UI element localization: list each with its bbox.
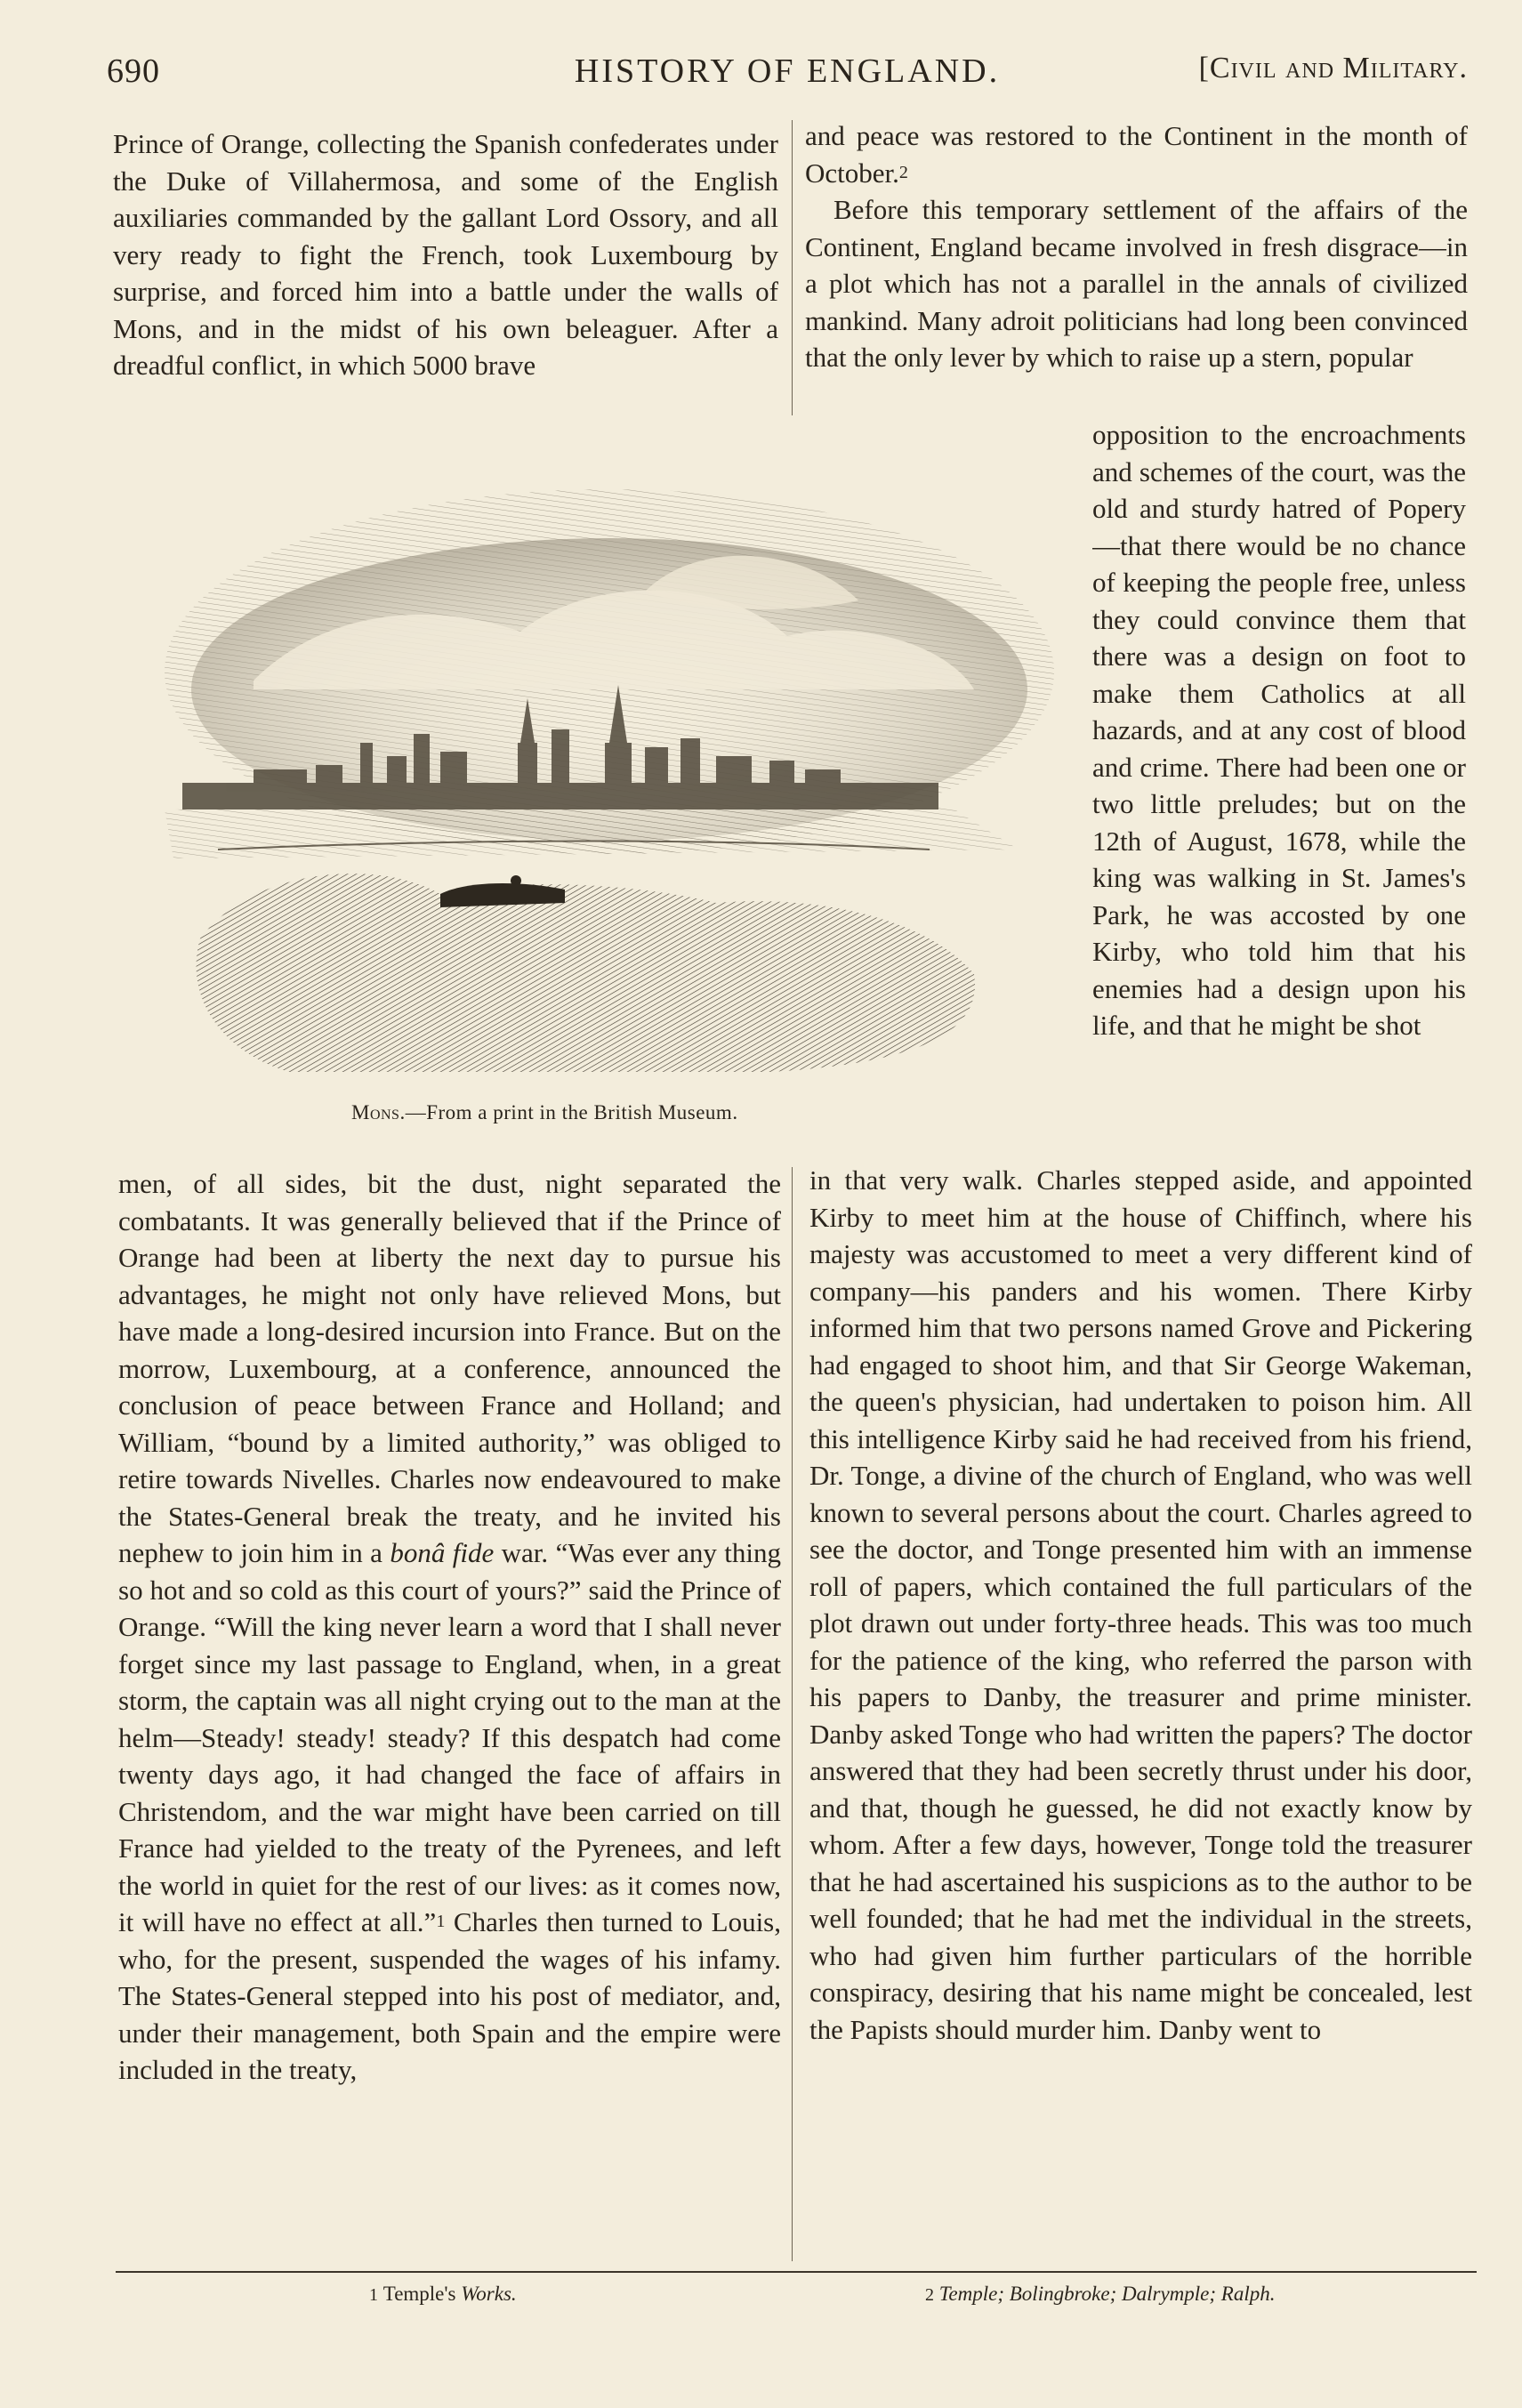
column-divider xyxy=(792,120,793,415)
paragraph: in that very walk. Charles stepped aside, and appointed Kirby to meet him at the house of Chiffinch, where his majesty was accustomed to meet a very different kind of company—his panders and his women. There Kirby informed him that two persons named Grove and Pickering had engaged to shoot him, and that Sir George Wakeman, the queen's physician, had undertaken to poison him. All this intelligence Kirby said he had received from his friend, Dr. Tonge, a divine of the church of England, who was well known to several persons about the court. Charles agreed to see the doctor, and Tonge presented him with an immense roll of papers, which contained the full particulars of the plot drawn out under forty-three heads. This was too much for the patience of the king, who referred the parson with his papers to Danby, the treasurer and prime minister. Danby asked Tonge who had written the papers? The doctor answered that they had been secretly thrust under his door, and that, though he guessed, he did not exactly know by whom. After a few days, however, Tonge told the treasurer that he had ascertained his suspicions as to the author to be well founded; that he had met the individual in the streets, who had given him further particulars of the horrible conspiracy, desiring that his name might be concealed, lest the Papists should murder him. Danby went to xyxy=(809,1164,1472,2045)
footnote-1: 1 Temple's Works. xyxy=(369,2283,517,2305)
top-right-column xyxy=(805,117,1468,420)
paragraph: Prince of Orange, collecting the Spanish confederates under the Duke of Villahermosa, and some of the English auxiliaries commanded by the gallant Lord Ossory, and all very ready to fight the French, took Luxembourg by surprise, and forced him into a battle under the walls of Mons, and in the midst of his own beleaguer. After a dreadful conflict, in which 5000 brave xyxy=(113,128,778,381)
right-wrap-column xyxy=(1092,416,1466,1164)
top-left-column xyxy=(113,125,778,428)
paragraph: and peace was restored to the Continent in the month of October.$^2$ xyxy=(805,120,1468,189)
figure-caption: Mons.—From a print in the British Museum. xyxy=(351,1101,738,1123)
section-head: [Civil and Military. xyxy=(1198,52,1468,85)
paragraph: Before this temporary settlement of the affairs of the Continent, England became involved in fresh disgrace—in a plot which has not a parallel in the annals of civilized mankind. Many adroit politicians had long been convinced that the only lever by which to raise up a stern, popular xyxy=(805,194,1468,373)
italic-phrase: bonâ fide xyxy=(390,1537,495,1568)
bottom-right-column xyxy=(809,1162,1472,2270)
footnote-ref: 1 xyxy=(436,1912,446,1931)
page-header xyxy=(107,52,1468,96)
paragraph: men, of all sides, bit the dust, night separated the combatants. It was generally believed that if the Prince of Orange had been at liberty the next day to pursue his advantages, he might not only have relieved Mons, but have made a long-desired incursion into France. But on the morrow, Luxembourg, at a conference, announced the conclusion of peace between France and Holland; and William, “bound by a limited authority,” was obliged to retire towards Nivelles. Charles now endeavoured to make the States-General break the treaty, and he invited his nephew to join him in a bonâ fide war. “Was ever any thing so hot and so cold as this court of yours?” said the Prince of Orange. “Will the king never learn a word that I shall never forget since my last passage to England, when, in a great storm, the captain was all night crying out to the man at the helm—Steady! steady! steady? If this despatch had come twenty days ago, it had changed the face of affairs in Christendom, and the war might have been carried on till France had yielded to the treaty of the Pyrenees, and left the world in quiet for the rest of our lives: as it comes now, it will have no effect at all.”$^1$ Charles then turned to Louis, who, for the present, suspended the wages of his infamy. The States-General stepped into his post of mediator, and, under their management, both Spain and the empire were included in the treaty, xyxy=(118,1168,781,2085)
footnote-rule xyxy=(116,2271,1477,2273)
column-divider xyxy=(792,1167,793,2261)
paragraph: opposition to the encroachments and schemes of the court, was the old and sturdy hatred of Popery—that there would be no chance of keeping the people free, unless they could convince them that there was a design on foot to make them Catholics at all hazards, and at any cost of blood and crime. There had been one or two little preludes; but on the 12th of August, 1678, while the king was walking in St. James's Park, he was accosted by one Kirby, who told him that his enemies had a design upon his life, and that he might be shot xyxy=(1092,419,1466,1041)
footnote-2: 2 Temple; Bolingbroke; Dalrymple; Ralph. xyxy=(925,2283,1276,2305)
page-number: 690 xyxy=(107,52,160,90)
footnote-ref: 2 xyxy=(898,162,908,182)
mons-landscape-engraving xyxy=(147,476,1054,1081)
engraving-illustration xyxy=(147,476,1054,1081)
running-head: HISTORY OF ENGLAND. xyxy=(574,52,1001,90)
bottom-left-column xyxy=(118,1165,781,2268)
